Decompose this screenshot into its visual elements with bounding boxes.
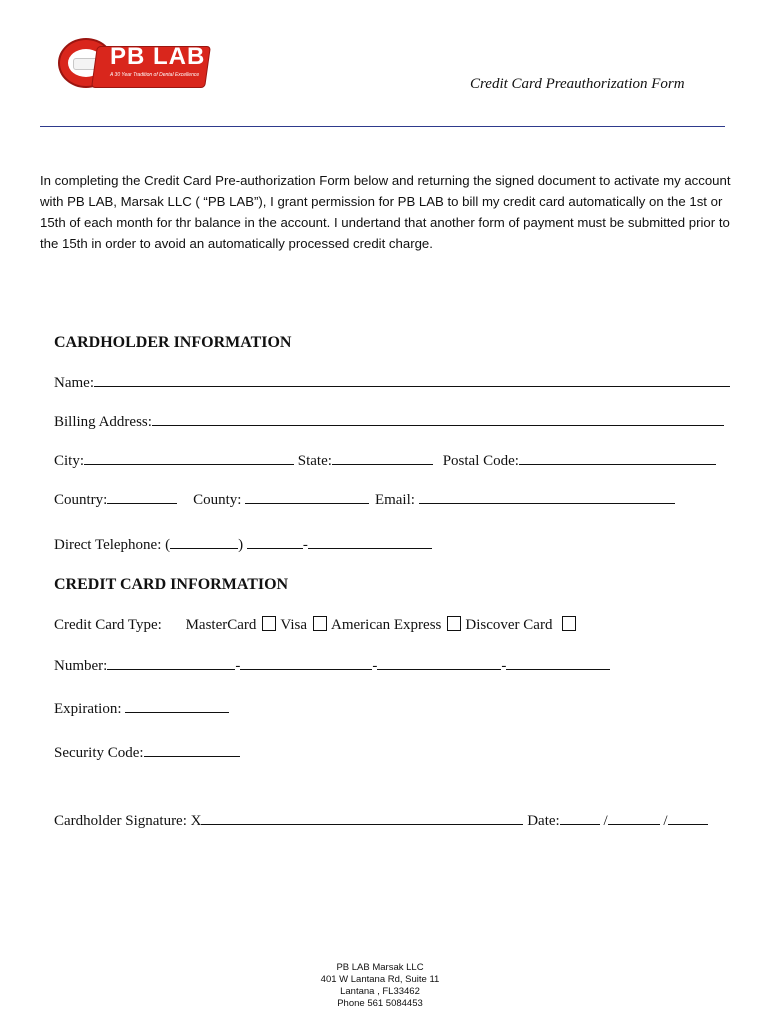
state-label: State: <box>297 453 332 469</box>
expiration-row <box>54 698 229 718</box>
billing-address-field[interactable] <box>152 411 724 426</box>
option-visa-label: Visa <box>280 617 307 633</box>
date-separator: / <box>603 813 608 829</box>
american-express-checkbox[interactable] <box>447 616 461 631</box>
state-field[interactable] <box>332 450 433 465</box>
mastercard-checkbox[interactable] <box>262 616 276 631</box>
card-number-group-1[interactable] <box>107 655 235 670</box>
visa-checkbox[interactable] <box>313 616 327 631</box>
country-field[interactable] <box>107 489 177 504</box>
card-type-label: Credit Card Type: <box>54 617 162 633</box>
form-title: Credit Card Preauthorization Form <box>470 76 685 92</box>
name-field[interactable] <box>94 372 730 387</box>
name-row <box>54 372 730 392</box>
area-code-field[interactable] <box>170 534 238 549</box>
logo-tagline: A 30 Year Tradition of Dental Excellence <box>110 72 200 78</box>
card-number-row <box>54 655 610 675</box>
intro-paragraph: In completing the Credit Card Pre-authorization Form below and returning the signed document to activate my account with PB LAB, Marsak LLC ( “PB LAB”), I grant permission for PB LAB to bill my credit card automatically on the 1st or 15th of each month for thr balance in the account. I undertand that another form of payment must be submitted prior to the 15th in order to avoid an automatically processed credit charge. <box>40 173 731 251</box>
option-discover-label: Discover Card <box>465 617 553 633</box>
city-row <box>54 450 716 470</box>
city-field[interactable] <box>84 450 294 465</box>
name-label: Name: <box>54 375 94 391</box>
security-code-label: Security Code: <box>54 745 144 761</box>
postal-label: Postal Code: <box>442 453 519 469</box>
number-separator: - <box>372 658 378 674</box>
cardholder-heading: CARDHOLDER INFORMATION <box>54 334 292 351</box>
billing-label: Billing Address: <box>54 414 152 430</box>
phone-prefix-field[interactable] <box>247 534 303 549</box>
county-field[interactable] <box>245 489 369 504</box>
signature-row <box>54 810 708 830</box>
footer-phone: Phone 561 5084453 <box>337 998 423 1009</box>
logo-title: PB LAB <box>110 43 206 70</box>
option-mastercard-label: MasterCard <box>185 617 257 633</box>
phone-line-field[interactable] <box>308 534 432 549</box>
security-code-field[interactable] <box>144 742 240 757</box>
email-field[interactable] <box>419 489 675 504</box>
card-type-row <box>54 616 580 636</box>
signature-field[interactable] <box>201 810 523 825</box>
number-separator: - <box>235 658 241 674</box>
card-number-group-2[interactable] <box>240 655 372 670</box>
footer-address <box>0 962 760 1010</box>
date-day-field[interactable] <box>608 810 660 825</box>
card-number-group-4[interactable] <box>506 655 610 670</box>
county-label: County: <box>193 492 242 508</box>
date-year-field[interactable] <box>668 810 708 825</box>
telephone-dash: - <box>302 537 308 553</box>
header-divider <box>40 126 725 127</box>
postal-code-field[interactable] <box>519 450 716 465</box>
discover-card-checkbox[interactable] <box>562 616 576 631</box>
date-separator: / <box>663 813 668 829</box>
billing-row <box>54 411 724 431</box>
security-code-row <box>54 742 240 762</box>
date-month-field[interactable] <box>560 810 600 825</box>
email-label: Email: <box>374 492 415 508</box>
credit-card-heading: CREDIT CARD INFORMATION <box>54 576 289 593</box>
telephone-row <box>54 534 432 554</box>
card-number-group-3[interactable] <box>377 655 501 670</box>
expiration-field[interactable] <box>125 698 229 713</box>
country-row <box>54 489 675 509</box>
option-amex-label: American Express <box>331 617 442 633</box>
expiration-label: Expiration: <box>54 701 122 717</box>
telephone-paren-close: ) <box>238 537 244 553</box>
footer-address-line-2: Lantana , FL33462 <box>340 986 420 997</box>
pb-lab-logo <box>58 36 208 90</box>
number-label: Number: <box>54 658 108 674</box>
date-label: Date: <box>527 813 560 829</box>
city-label: City: <box>54 453 85 469</box>
footer-address-line-1: 401 W Lantana Rd, Suite 11 <box>320 974 440 985</box>
telephone-label: Direct Telephone: ( <box>54 537 171 553</box>
country-label: Country: <box>54 492 108 508</box>
signature-label: Cardholder Signature: X <box>54 813 202 829</box>
number-separator: - <box>501 658 507 674</box>
footer-company: PB LAB Marsak LLC <box>336 962 424 973</box>
